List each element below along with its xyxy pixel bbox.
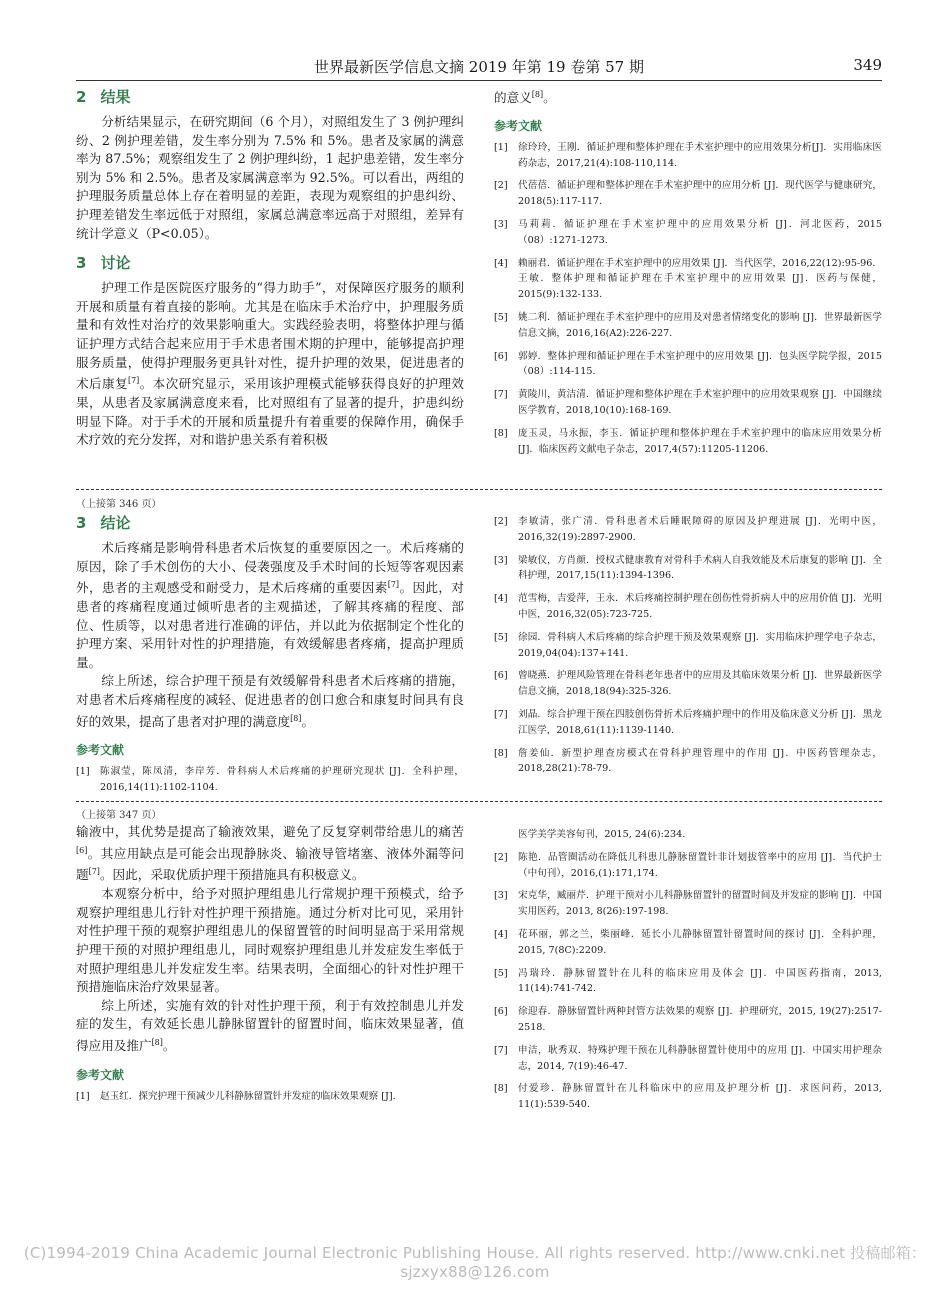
references-heading: 参考文献 bbox=[76, 743, 125, 758]
continued-text: 的意义[8]。 bbox=[494, 90, 556, 106]
references-heading: 参考文献 bbox=[494, 118, 543, 133]
reference-text: 詹姜仙．新型护理查房模式在骨科护理管理中的作用 [J]．中医药管理杂志，2018,28(21):78-79. bbox=[518, 747, 882, 775]
reference-continuation: 医学美学美容旬刊，2015, 24(6):234. bbox=[518, 829, 686, 840]
reference-item bbox=[494, 349, 882, 381]
references-heading: 参考文献 bbox=[76, 1067, 125, 1082]
reference-number: [5] bbox=[494, 967, 508, 979]
reference-item bbox=[494, 217, 882, 249]
s2-right-column bbox=[494, 514, 882, 784]
reference-item bbox=[494, 927, 882, 959]
reference-list bbox=[494, 514, 882, 777]
continued-label: （上接第 347 页） bbox=[76, 810, 162, 821]
results-heading: 2 结果 bbox=[76, 88, 131, 106]
reference-item bbox=[494, 514, 882, 546]
discussion-paragraph: 护理工作是医院医疗服务的“得力助手”，对保障医疗服务的顺利开展和质量有着直接的影响。尤其是在临床手术治疗中，护理服务质量和有效性对治疗的效果影响重大。实践经验表明，将整体护理与循证护理方式结合起来应用于手术患者围术期的护理中，能够提高护理服务质量，使得护理服务更具针对性，提升护理的效果，促进患者的术后康复[7]。本次研究显示，采用该护理模式能够获得良好的护理效果，从患者及家属满意度来看，比对照组有了显著的提升，护患纠纷明显下降。对于手术的开展和质量提升有着重要的保障作用，确保手术疗效的充分发挥，对和谐护患关系有着积极 bbox=[76, 280, 465, 448]
reference-item bbox=[494, 966, 882, 998]
s3-right-column bbox=[494, 827, 882, 1120]
reference-item bbox=[494, 553, 882, 585]
s3-left-column bbox=[76, 806, 464, 1111]
s1-left-column bbox=[76, 86, 464, 450]
reference-number: [7] bbox=[494, 1044, 508, 1056]
reference-item bbox=[494, 888, 882, 920]
reference-text: 徐玲玲，王刚．循证护理和整体护理在手术室护理中的应用效果分析[J]．实用临床医药杂志，2017,21(4):108-110,114. bbox=[518, 141, 882, 169]
reference-text: 申洁，耿秀双．特殊护理干预在儿科静脉留置针使用中的应用 [J]．中国实用护理杂志，2014, 7(19):46-47. bbox=[518, 1044, 882, 1072]
page-header bbox=[76, 54, 882, 81]
page-number: 349 bbox=[853, 56, 882, 74]
reference-item bbox=[494, 746, 882, 778]
reference-number: [7] bbox=[494, 389, 508, 401]
reference-text: 刘晶．综合护理干预在四肢创伤骨折术后疼痛护理中的作用及临床意义分析 [J]．黑龙江医学，2018,61(11):1139-1140. bbox=[518, 708, 882, 736]
reference-text: 姚二利．循证护理在手术室护理中的应用及对患者情绪变化的影响 [J]．世界最新医学信息文摘，2016,16(A2):226-227. bbox=[518, 311, 882, 339]
reference-text: 陈艳．品管圈活动在降低儿科患儿静脉留置针非计划拔管率中的应用 [J]．当代护士（中旬刊），2016,(1):171,174. bbox=[518, 851, 882, 879]
reference-list bbox=[494, 140, 882, 458]
continued-label: （上接第 346 页） bbox=[76, 499, 162, 510]
journal-title: 世界最新医学信息文摘 2019 年第 19 卷第 57 期 bbox=[314, 58, 644, 76]
reference-item bbox=[494, 387, 882, 419]
reference-number: [6] bbox=[494, 350, 508, 362]
reference-number: [2] bbox=[494, 180, 508, 192]
reference-item bbox=[494, 310, 882, 342]
reference-number: [4] bbox=[494, 257, 508, 269]
reference-number: [5] bbox=[494, 311, 508, 323]
reference-text: 代蓓蓓．循证护理和整体护理在手术室护理中的应用分析 [J]．现代医学与健康研究，2018(5):117-117. bbox=[518, 180, 882, 208]
summary-paragraph: 综上所述，实施有效的针对性护理干预，利于有效控制患儿并发症的发生，有效延长患儿静脉留置针的留置时间，临床效果显著，值得应用及推广[8]。 bbox=[76, 997, 464, 1054]
discussion-heading: 3 讨论 bbox=[76, 254, 131, 273]
reference-item bbox=[494, 1081, 882, 1113]
reference-number: [6] bbox=[494, 1006, 508, 1018]
reference-item bbox=[494, 707, 882, 739]
reference-text: 梁敏仪，方肖颜．授权式健康教育对骨科手术病人自我效能及术后康复的影响 [J]．全科护理，2017,15(11):1394-1396. bbox=[518, 554, 882, 582]
reference-text: 曾晓燕．护理风险管理在骨科老年患者中的应用及其临床效果分析 [J]．世界最新医学信息文摘，2018,18(94):325-326. bbox=[518, 670, 882, 698]
reference-text: 冯瑞玲．静脉留置针在儿科的临床应用及体会 [J]．中国医药指南，2013, 11(14):741-742. bbox=[518, 967, 882, 995]
reference-item: [1] 陈淑莹，陈凤清，李岸芳．骨科病人术后疼痛的护理研究现状 [J]．全科护理，2016,14(11):1102-1104. bbox=[76, 766, 464, 794]
reference-text: 李敏清，张广清．骨科患者术后睡眠障碍的原因及护理进展 [J]．光明中医，2016,32(19):2897-2900. bbox=[518, 516, 882, 543]
reference-item bbox=[494, 668, 882, 700]
results-paragraph: 分析结果显示，在研究期间（6 个月），对照组发生了 3 例护理纠纷、2 例护理差错，发生率分别为 7.5% 和 5%。患者及家属的满意率为 87.5%；观察组发生了 2 例护理纠纷，1 起护患差错，发生率分别为 5% 和 2.5%。患者及家属满意率为 92.5%。可以看出，两组的护理服务质量总体上存在着明显的差距，表现为观察组的护患纠纷、护理差错发生率远低于对照组，家属总满意率远高于对照组，差异有统计学意义（P<0.05）。 bbox=[76, 114, 464, 241]
reference-number: [2] bbox=[494, 516, 508, 527]
reference-item bbox=[494, 426, 882, 458]
reference-item bbox=[494, 591, 882, 623]
reference-item bbox=[494, 1004, 882, 1036]
reference-number: [8] bbox=[494, 1083, 508, 1095]
analysis-paragraph: 本观察分析中，给予对照护理组患儿行常规护理干预模式，给予观察护理组患儿行针对性护理干预措施。通过分析对比可见，采用针对性护理干预的观察护理组患儿的保留置管的时间明显高于采用常规护理干预的对照护理组患儿，同时观察护理组患儿并发症发生率低于对照护理组患儿并发症发生率。结果表明，全面细心的针对性护理干预措施临床治疗效果显著。 bbox=[76, 886, 464, 995]
reference-number: [1] bbox=[494, 141, 508, 153]
reference-number: [3] bbox=[494, 890, 508, 902]
reference-item bbox=[494, 850, 882, 882]
reference-number: [8] bbox=[494, 747, 508, 759]
reference-item bbox=[494, 1043, 882, 1075]
s2-left-column bbox=[76, 495, 464, 803]
reference-number: [4] bbox=[494, 593, 508, 605]
reference-number: [5] bbox=[494, 631, 508, 643]
reference-text: 黄陵川，黄洁清．循证护理和整体护理在手术室护理中的应用效果观察 [J]．中国继续医学教育，2018,10(10):168-169. bbox=[518, 389, 882, 416]
reference-item bbox=[494, 140, 882, 172]
reference-number: [4] bbox=[494, 928, 508, 940]
reference-text: 赖丽君．循证护理在手术室护理中的应用效果 [J]．当代医学，2016,22(12):95-96．王敏．整体护理和循证护理在手术室护理中的应用效果 [J]．医药与保健，2015(9):132-133. bbox=[518, 257, 882, 301]
conclusion-heading: 3 结论 bbox=[76, 514, 131, 532]
reference-number: [6] bbox=[494, 670, 508, 682]
reference-number: [3] bbox=[494, 554, 508, 566]
reference-text: 范雪梅，吉爱萍，王永．术后疼痛控制护理在创伤性骨折病人中的应用价值 [J]．光明中医，2016,32(05):723-725. bbox=[518, 593, 882, 620]
copyright-footer: (C)1994-2019 China Academic Journal Electronic Publishing House. All rights reserved. http://www.cnki.net 投稿邮箱：sjzxyx88@126.com bbox=[23, 1244, 927, 1281]
reference-number: [3] bbox=[494, 218, 508, 230]
reference-text: 徐迎春．静脉留置针两种封管方法效果的观察 [J]．护理研究，2015, 19(27):2517-2518. bbox=[518, 1006, 882, 1033]
continued-paragraph: 输液中，其优势是提高了输液效果，避免了反复穿刺带给患儿的痛苦[6]。其应用缺点是可能会出现静脉炎、输液导管堵塞、液体外漏等问题[7]。因此，采取优质护理干预措施具有积极意义。 bbox=[76, 824, 464, 883]
reference-text: 庞玉灵，马永振，李玉．循证护理和整体护理在手术室护理中的临床应用效果分析 [J]．临床医药文献电子杂志，2017,4(57):11205-11206. bbox=[518, 427, 882, 455]
section-divider bbox=[76, 801, 882, 802]
reference-text: 宋克华，臧丽芹．护理干预对小儿科静脉留置针的留置时间及并发症的影响 [J]．中国实用医药，2013, 8(26):197-198. bbox=[518, 890, 882, 918]
summary-paragraph: 综上所述，综合护理干预是有效缓解骨科患者术后疼痛的措施，对患者术后疼痛程度的减轻、促进患者的创口愈合和康复时间具有良好的效果，提高了患者对护理的满意度[8]。 bbox=[76, 673, 464, 729]
s1-right-column bbox=[494, 86, 882, 464]
conclusion-paragraph: 术后疼痛是影响骨科患者术后恢复的重要原因之一。术后疼痛的原因，除了手术创伤的大小、侵袭强度及手术时间的长短等客观因素外，患者的主观感受和耐受力，是术后疼痛的重要因素[7]。因此，对患者的疼痛程度通过倾听患者的主观描述，了解其疼痛的程度、部位、性质等，以对患者进行准确的评估，并以此为依据制定个性化的护理方案、采用针对性的护理措施，有效缓解患者疼痛，提高护理质量。 bbox=[76, 540, 465, 670]
reference-text: 徐园．骨科病人术后疼痛的综合护理干预及效果观察 [J]．实用临床护理学电子杂志，2019,04(04):137+141. bbox=[518, 631, 882, 659]
reference-item bbox=[494, 256, 882, 303]
reference-number: [7] bbox=[494, 708, 508, 720]
reference-text: 郭婷．整体护理和循证护理在手术室护理中的应用效果 [J]．包头医学院学报，2015（08）:114-115. bbox=[518, 350, 882, 378]
reference-text: 花环丽，郭之兰，柴丽峰．延长小儿静脉留置针留置时间的探讨 [J]．全科护理，2015, 7(8C):2209. bbox=[518, 928, 882, 956]
reference-number: [8] bbox=[494, 427, 508, 439]
reference-number: [2] bbox=[494, 851, 508, 863]
reference-text: 付爱珍．静脉留置针在儿科临床中的应用及护理分析 [J]．求医问药，2013, 11(1):539-540. bbox=[518, 1083, 882, 1111]
reference-item bbox=[494, 630, 882, 662]
reference-text: 马莉莉．循证护理在手术室护理中的应用效果分析 [J]．河北医药，2015（08）:1271-1273. bbox=[518, 218, 882, 246]
reference-list bbox=[494, 850, 882, 1113]
reference-item bbox=[494, 178, 882, 210]
section-divider bbox=[76, 489, 882, 490]
reference-item: [1] 赵玉红．探究护理干预减少儿科静脉留置针并发症的临床效果观察 [J]. bbox=[76, 1090, 396, 1102]
